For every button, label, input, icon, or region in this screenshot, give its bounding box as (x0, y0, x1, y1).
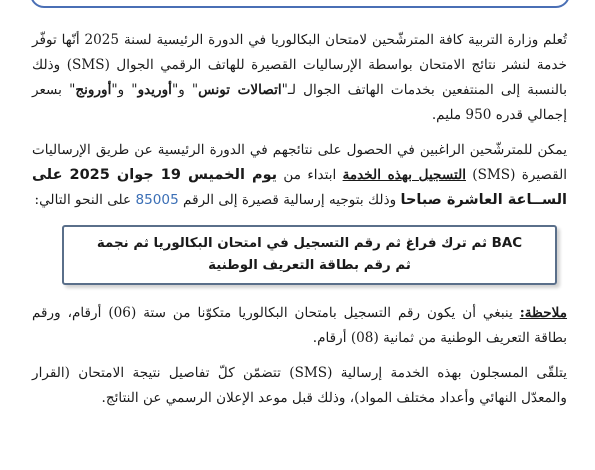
price-text: " بسعر إجمالي قدره 950 مليم. (32, 82, 567, 123)
paragraph-results (32, 361, 567, 411)
operator-tunisie-telecom: اتصالات تونس (198, 82, 282, 98)
paragraph-intro (32, 28, 567, 128)
intro-text: تُعلم وزارة التربية كافة المترشّحين لامتحان البكالوريا في الدورة الرئيسية لسنة 2025 أنّها توفّر خدمة لنشر نتائج الامتحان بواسطة الإرساليات القصيرة للهاتف الرقمي الجوال (SMS) وذلك بالنسبة إلى المنتفعين بخدمات الهاتف الجوال لـ" (32, 32, 567, 98)
operator-orange: أورونج (75, 82, 112, 98)
quote-separator: " و" (171, 82, 199, 98)
start-date: يوم الخميس 19 جوان 2025 على الســاعة العاشرة صباحا (32, 167, 567, 208)
registration-text: يمكن للمترشّحين الراغبين في الحصول على نتائجهم في الدورة الرئيسية عن طريق الإرساليات القصيرة (SMS) (32, 142, 568, 183)
start-text: ابتداء من (277, 167, 343, 183)
results-text: يتلقّى المسجلون بهذه الخدمة إرسالية (SMS) تتضمّن كلّ تفاصيل نتيجة الامتحان (القرار والمعدّل النهائي وأعداد مختلف المواد)، وذلك قبل موعد الإعلان الرسمي عن النتائج. (32, 365, 568, 406)
sms-format-line1: BAC ثم ترك فراغ ثم رقم التسجيل في امتحان البكالوريا ثم نجمة (96, 236, 523, 251)
paragraph-note (32, 301, 567, 351)
header-frame (30, 0, 570, 8)
sms-format-box (62, 225, 557, 285)
registration-underlined: التسجيل بهذه الخدمة (342, 167, 466, 183)
operator-ooredoo: أوريدو (137, 82, 172, 98)
format-text: على النحو التالي: (34, 192, 136, 208)
send-text: وذلك بتوجيه إرسالية قصيرة إلى الرقم (178, 192, 401, 208)
announcement-body (32, 28, 567, 421)
sms-number: 85005 (135, 192, 179, 208)
quote-separator: " و" (111, 82, 138, 98)
note-label: ملاحظة: (519, 305, 568, 321)
note-text: ينبغي أن يكون رقم التسجيل بامتحان البكالوريا متكوّنا من ستة (06) أرقام، ورقم بطاقة التعريف الوطنية من ثمانية (08) أرقام. (32, 305, 567, 346)
paragraph-registration (32, 138, 567, 213)
sms-format-line2: ثم رقم بطاقة التعريف الوطنية (208, 258, 411, 273)
